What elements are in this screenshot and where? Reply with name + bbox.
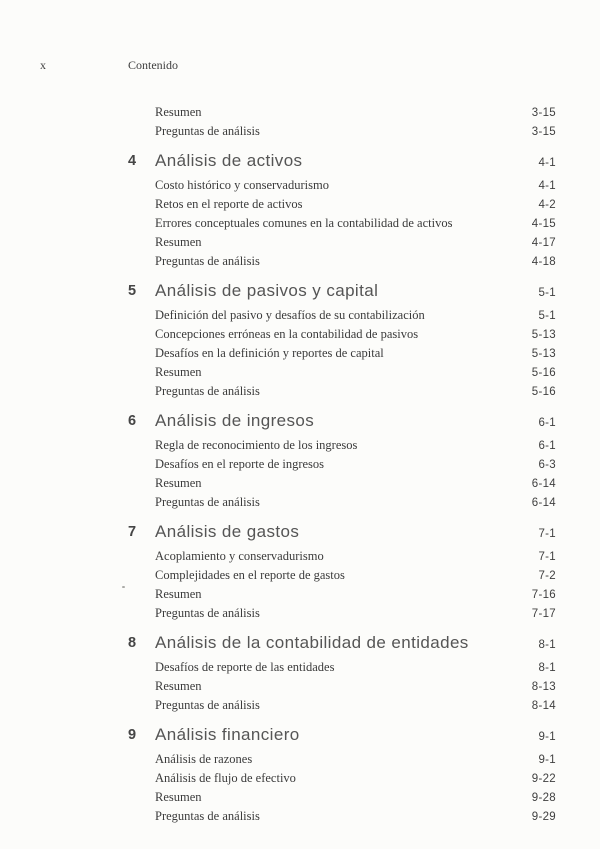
entry-page-number: 6-14 (531, 478, 556, 490)
entry-page-number: 4-1 (538, 180, 556, 192)
running-header (0, 58, 600, 74)
chapter-title: Análisis de ingresos (155, 411, 315, 430)
toc-entry (155, 122, 556, 141)
entry-page-number: 4-18 (531, 256, 556, 268)
toc-entry (155, 363, 556, 382)
chapter-number: 5 (128, 283, 137, 299)
entry-label: Costo histórico y conservadurismo (155, 178, 329, 192)
chapter-heading (128, 280, 556, 302)
chapter-heading (128, 521, 556, 543)
entry-label: Preguntas de análisis (155, 124, 260, 138)
entry-page-number: 6-3 (538, 459, 556, 471)
toc-entry (155, 474, 556, 493)
entry-page-number: 5-1 (538, 310, 556, 322)
chapter-section (128, 632, 556, 715)
entry-label: Preguntas de análisis (155, 606, 260, 620)
chapter-number: 8 (128, 635, 137, 651)
toc-entry (155, 233, 556, 252)
running-title: Contenido (128, 58, 178, 72)
chapter-page-number: 9-1 (538, 731, 556, 743)
entry-page-number: 3-15 (531, 126, 556, 138)
toc-entry (155, 769, 556, 788)
toc-entry (155, 103, 556, 122)
toc-entry (155, 436, 556, 455)
toc-entry (155, 195, 556, 214)
chapter-heading (128, 724, 556, 746)
chapter-title: Análisis de activos (155, 151, 303, 170)
entry-page-number: 8-1 (538, 662, 556, 674)
entry-page-number: 9-29 (531, 811, 556, 823)
entry-label: Análisis de razones (155, 752, 253, 766)
toc-entry (155, 382, 556, 401)
entry-page-number: 4-15 (531, 218, 556, 230)
chapter-page-number: 6-1 (538, 417, 556, 429)
entry-page-number: 9-1 (538, 754, 556, 766)
toc-entry (155, 252, 556, 271)
page-folio: x (40, 58, 46, 72)
entry-page-number: 7-1 (538, 551, 556, 563)
entry-page-number: 4-17 (531, 237, 556, 249)
entry-label: Acoplamiento y conservadurismo (155, 549, 324, 563)
chapter-heading (128, 632, 556, 654)
chapter-title: Análisis de pasivos y capital (155, 281, 379, 300)
entry-label: Preguntas de análisis (155, 698, 260, 712)
table-of-contents (128, 103, 556, 826)
chapter-page-number: 5-1 (538, 287, 556, 299)
entry-label: Preguntas de análisis (155, 254, 260, 268)
chapter-title: Análisis de la contabilidad de entidades (155, 633, 469, 652)
entry-label: Regla de reconocimiento de los ingresos (155, 438, 358, 452)
chapter-page-number: 7-1 (538, 528, 556, 540)
entry-label: Complejidades en el reporte de gastos (155, 568, 345, 582)
entry-page-number: 7-16 (531, 589, 556, 601)
entry-label: Resumen (155, 365, 202, 379)
entry-label: Resumen (155, 476, 202, 490)
scan-speck (122, 586, 125, 588)
entry-label: Resumen (155, 790, 202, 804)
entry-page-number: 6-1 (538, 440, 556, 452)
chapter-page-number: 8-1 (538, 639, 556, 651)
toc-entry (155, 176, 556, 195)
entry-page-number: 9-22 (531, 773, 556, 785)
chapter-number: 6 (128, 413, 137, 429)
entry-label: Definición del pasivo y desafíos de su contabilización (155, 308, 425, 322)
toc-entry (155, 566, 556, 585)
entry-page-number: 7-17 (531, 608, 556, 620)
toc-entry (155, 750, 556, 769)
chapter-section (128, 150, 556, 271)
entry-label: Preguntas de análisis (155, 809, 260, 823)
chapter-section (128, 280, 556, 401)
toc-entry (155, 604, 556, 623)
chapter-section (128, 521, 556, 623)
toc-entry (155, 677, 556, 696)
entry-label: Preguntas de análisis (155, 495, 260, 509)
toc-entry (155, 547, 556, 566)
toc-entry (155, 493, 556, 512)
entry-page-number: 4-2 (538, 199, 556, 211)
entry-label: Resumen (155, 235, 202, 249)
chapter-section (128, 724, 556, 826)
chapter-section (128, 410, 556, 512)
toc-entry (155, 344, 556, 363)
entry-page-number: 3-15 (531, 107, 556, 119)
entry-label: Análisis de flujo de efectivo (155, 771, 296, 785)
chapter-heading (128, 150, 556, 172)
toc-entry (155, 807, 556, 826)
toc-entry (155, 214, 556, 233)
toc-entry (155, 306, 556, 325)
entry-label: Desafíos en el reporte de ingresos (155, 457, 325, 471)
entry-label: Resumen (155, 679, 202, 693)
toc-entry (155, 585, 556, 604)
toc-entry (155, 325, 556, 344)
entry-label: Desafíos de reporte de las entidades (155, 660, 335, 674)
chapter-title: Análisis financiero (155, 725, 300, 744)
entry-page-number: 8-13 (531, 681, 556, 693)
toc-entry (155, 696, 556, 715)
entry-page-number: 7-2 (538, 570, 556, 582)
entry-page-number: 9-28 (531, 792, 556, 804)
entry-label: Errores conceptuales comunes en la contabilidad de activos (155, 216, 453, 230)
entry-label: Preguntas de análisis (155, 384, 260, 398)
entry-label: Concepciones erróneas en la contabilidad de pasivos (155, 327, 419, 341)
entry-page-number: 8-14 (531, 700, 556, 712)
chapter-page-number: 4-1 (538, 157, 556, 169)
entry-label: Resumen (155, 587, 202, 601)
chapter-number: 4 (128, 153, 137, 169)
entry-page-number: 5-16 (531, 367, 556, 379)
entry-page-number: 5-13 (531, 329, 556, 341)
entry-label: Desafíos en la definición y reportes de capital (155, 346, 384, 360)
chapter-heading (128, 410, 556, 432)
toc-entry (155, 455, 556, 474)
toc-entry (155, 788, 556, 807)
entry-label: Retos en el reporte de activos (155, 197, 303, 211)
entry-page-number: 5-16 (531, 386, 556, 398)
chapter-number: 9 (128, 727, 137, 743)
toc-entry (155, 658, 556, 677)
chapter-title: Análisis de gastos (155, 522, 300, 541)
entry-page-number: 5-13 (531, 348, 556, 360)
entry-page-number: 6-14 (531, 497, 556, 509)
entry-label: Resumen (155, 105, 202, 119)
chapter-number: 7 (128, 524, 137, 540)
